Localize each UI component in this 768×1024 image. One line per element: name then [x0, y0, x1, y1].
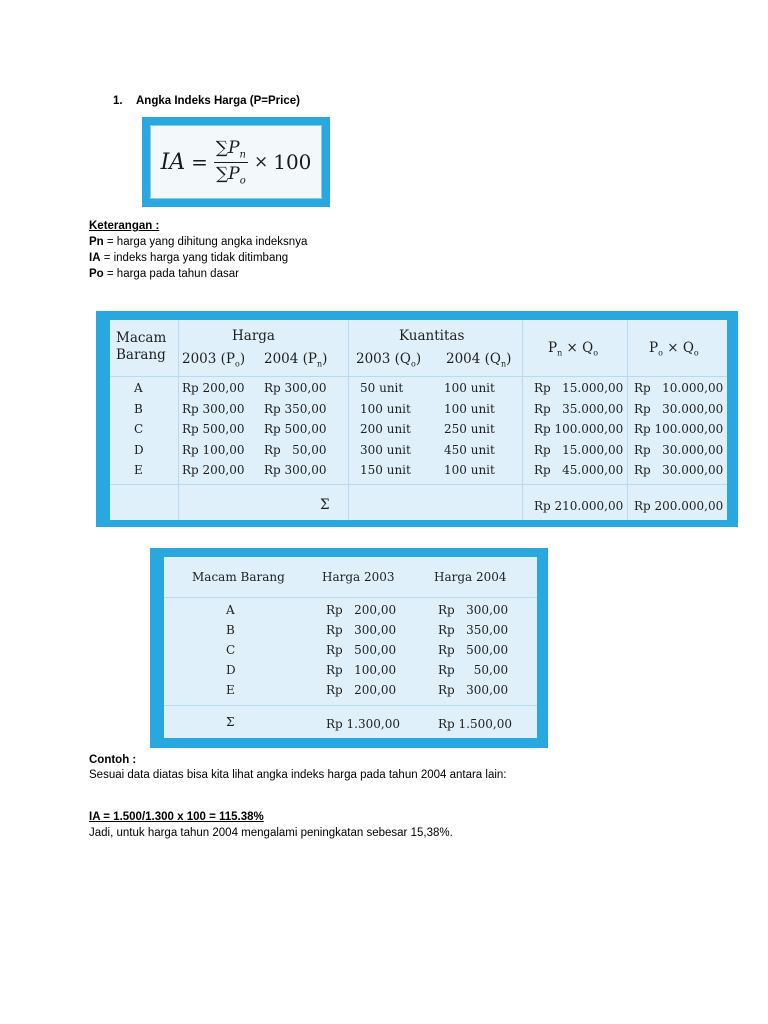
- cell-item: C: [226, 643, 236, 657]
- cell-harga-2003: Rp 200,00: [326, 683, 397, 697]
- header-harga-2003: Harga 2003: [322, 570, 395, 584]
- cell-price-2004: Rp 500,00: [264, 422, 327, 436]
- header-po-qo: [649, 340, 699, 358]
- cell-price-2004: Rp 50,00: [264, 442, 327, 457]
- cell-item: D: [226, 663, 236, 677]
- cell-price-2003: Rp 200,00: [182, 463, 245, 477]
- table-divider: [178, 320, 179, 520]
- cell-pn-qo: Rp 100.000,00: [534, 422, 624, 436]
- header-sub: o: [593, 348, 599, 358]
- header-text: 2004 (Q: [446, 351, 501, 367]
- header-pn-qo: [548, 340, 598, 358]
- cell-qty-2003: 50 unit: [360, 381, 404, 395]
- table-divider: [164, 597, 537, 598]
- header-sub: o: [658, 348, 663, 358]
- price-comparison-table: [164, 557, 537, 738]
- cell-qty-2003: 300 unit: [360, 442, 411, 457]
- table-divider: [110, 484, 727, 485]
- cell-po-qo: Rp 30.000,00: [634, 401, 724, 416]
- cell-harga-2003: Rp 200,00: [326, 603, 397, 617]
- header-harga-2004: Harga 2004: [434, 570, 507, 584]
- numerator-sub: n: [239, 149, 246, 161]
- cell-po-qo: Rp 30.000,00: [634, 442, 724, 457]
- header-barang: Barang: [116, 347, 166, 363]
- cell-qty-2004: 100 unit: [444, 381, 495, 395]
- calculation: IA = 1.500/1.300 x 100 = 115.38%: [89, 811, 264, 823]
- header-macam: Macam: [116, 330, 167, 346]
- formula-lhs: IA: [160, 149, 186, 175]
- table-divider: [522, 320, 523, 520]
- table-divider: [348, 320, 349, 520]
- cell-price-2003: Rp 200,00: [182, 381, 245, 395]
- cell-pn-qo: Rp 15.000,00: [534, 381, 624, 395]
- keterangan-desc: = harga yang dihitung angka indeksnya: [103, 236, 308, 248]
- table-divider: [164, 705, 537, 706]
- header-close: ): [506, 351, 512, 367]
- header-sub: n: [557, 348, 563, 358]
- conclusion: Jadi, untuk harga tahun 2004 mengalami peningkatan sebesar 15,38%.: [89, 827, 453, 839]
- formula-equals: =: [191, 150, 208, 174]
- total-po-qo: Rp 200.000,00: [634, 499, 724, 513]
- header-text: 2003 (P: [182, 351, 235, 367]
- cell-po-qo: Rp 100.000,00: [634, 422, 724, 436]
- header-close: ): [239, 351, 246, 367]
- formula: [150, 125, 322, 199]
- section-title: Angka Indeks Harga (P=Price): [136, 95, 300, 107]
- cell-price-2003: Rp 500,00: [182, 422, 245, 436]
- cell-price-2004: Rp 300,00: [264, 381, 327, 395]
- cell-pn-qo: Rp 45.000,00: [534, 463, 624, 477]
- denominator-sub: o: [239, 174, 246, 186]
- cell-item: A: [134, 381, 143, 395]
- cell-harga-2003: Rp 500,00: [326, 643, 397, 657]
- keterangan-term: Pn: [89, 236, 104, 248]
- cell-po-qo: Rp 10.000,00: [634, 381, 724, 395]
- header-macam-barang: Macam Barang: [192, 570, 285, 584]
- formula-numerator: [214, 138, 248, 162]
- header-sub: o: [693, 348, 699, 358]
- header-text: 2003 (Q: [356, 351, 411, 367]
- cell-harga-2003: Rp 100,00: [326, 663, 397, 677]
- keterangan-item: [89, 235, 307, 250]
- keterangan-item: [89, 251, 288, 266]
- cell-price-2004: Rp 350,00: [264, 401, 327, 416]
- cell-price-2003: Rp 100,00: [182, 442, 245, 457]
- header-qty-2004: [446, 351, 511, 369]
- table-divider: [627, 320, 628, 520]
- keterangan-desc: = harga pada tahun dasar: [103, 268, 239, 280]
- cell-po-qo: Rp 30.000,00: [634, 463, 724, 477]
- cell-harga-2004: Rp 300,00: [438, 603, 509, 617]
- keterangan-term: Po: [89, 268, 104, 280]
- header-harga: Harga: [232, 328, 275, 344]
- cell-qty-2004: 100 unit: [444, 463, 495, 477]
- formula-denominator: [214, 163, 248, 186]
- cell-harga-2004: Rp 350,00: [438, 623, 509, 637]
- denominator-var: P: [228, 163, 240, 184]
- header-text: P: [649, 340, 659, 356]
- sum-symbol: ∑: [215, 138, 229, 159]
- header-qty-2003: [356, 351, 421, 369]
- cell-price-2004: Rp 300,00: [264, 463, 327, 477]
- header-sub: o: [235, 359, 240, 369]
- keterangan-term: IA: [89, 252, 101, 264]
- cell-item: D: [134, 442, 144, 457]
- formula-fraction: [214, 138, 248, 186]
- section-number: 1.: [113, 95, 123, 107]
- keterangan-title: Keterangan :: [89, 220, 160, 232]
- header-price-2003: [182, 351, 245, 369]
- header-close: ): [322, 351, 328, 367]
- formula-factor: 100: [273, 150, 312, 174]
- contoh-title: Contoh :: [89, 754, 137, 766]
- cell-harga-2004: Rp 500,00: [438, 643, 509, 657]
- total-sigma: Σ: [320, 497, 330, 513]
- price-comparison-table-image: [150, 548, 548, 748]
- cell-item: C: [134, 422, 144, 436]
- cell-qty-2004: 100 unit: [444, 401, 495, 416]
- keterangan-desc: = indeks harga yang tidak ditimbang: [100, 252, 289, 264]
- cell-harga-2004: Rp 50,00: [438, 663, 509, 677]
- table-divider: [110, 376, 727, 377]
- cell-qty-2003: 100 unit: [360, 401, 411, 416]
- contoh-text: Sesuai data diatas bisa kita lihat angka indeks harga pada tahun 2004 antara lain:: [89, 769, 507, 781]
- cell-harga-2004: Rp 300,00: [438, 683, 509, 697]
- cell-item: A: [226, 603, 235, 617]
- formula-image: [142, 117, 330, 207]
- total-pn-qo: Rp 210.000,00: [534, 499, 624, 513]
- keterangan-item: [89, 267, 239, 282]
- header-text: × Q: [562, 340, 594, 356]
- formula-times: ×: [253, 152, 269, 172]
- header-price-2004: [264, 351, 327, 369]
- sum-symbol: ∑: [216, 163, 229, 184]
- cell-item: B: [226, 623, 235, 637]
- cell-pn-qo: Rp 15.000,00: [534, 442, 624, 457]
- header-close: ): [415, 351, 422, 367]
- header-sub: o: [410, 359, 416, 369]
- total-sigma: Σ: [226, 715, 235, 729]
- numerator-var: P: [228, 138, 240, 159]
- header-sub: n: [500, 359, 507, 369]
- header-text: × Q: [662, 340, 694, 356]
- cell-qty-2003: 200 unit: [360, 422, 411, 436]
- total-harga-2003: Rp 1.300,00: [326, 717, 400, 731]
- cell-item: E: [134, 463, 143, 477]
- cell-item: E: [226, 683, 235, 697]
- price-quantity-table: [110, 320, 727, 520]
- cell-qty-2004: 250 unit: [444, 422, 495, 436]
- cell-qty-2003: 150 unit: [360, 463, 411, 477]
- cell-harga-2003: Rp 300,00: [326, 623, 397, 637]
- cell-qty-2004: 450 unit: [444, 442, 495, 457]
- price-quantity-table-image: [96, 311, 738, 527]
- header-kuantitas: Kuantitas: [399, 328, 465, 344]
- header-text: 2004 (P: [264, 351, 317, 367]
- cell-pn-qo: Rp 35.000,00: [534, 401, 624, 416]
- total-harga-2004: Rp 1.500,00: [438, 717, 512, 731]
- header-text: P: [548, 340, 558, 356]
- cell-price-2003: Rp 300,00: [182, 401, 245, 416]
- header-sub: n: [317, 359, 323, 369]
- cell-item: B: [134, 401, 143, 416]
